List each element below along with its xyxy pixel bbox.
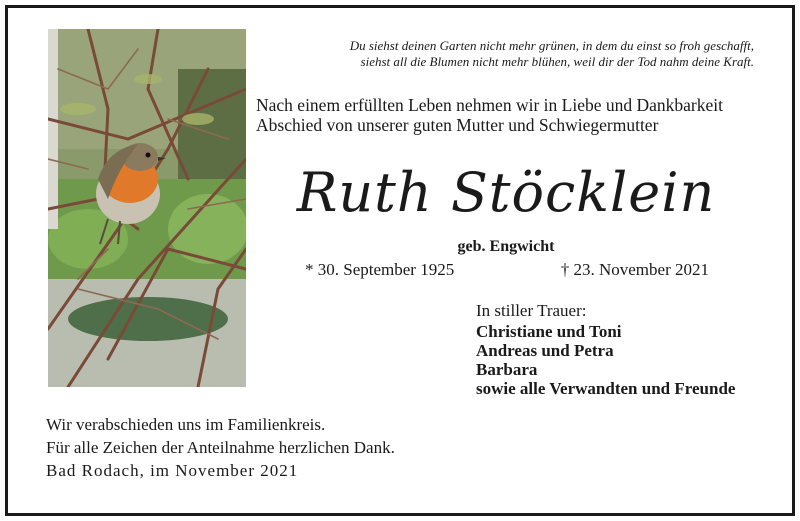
death-date: † 23. November 2021 [560, 260, 709, 279]
birth-name: geb. Engwicht [457, 238, 555, 255]
deceased-name: Ruth Stöcklein [296, 161, 716, 224]
mourner-1: Christiane und Toni [476, 322, 622, 341]
place-date: Bad Rodach, im November 2021 [46, 461, 299, 480]
poem-line-1: Du siehst deinen Garten nicht mehr grünen, in dem du einst so froh geschafft, [349, 38, 754, 53]
mourners-label: In stiller Trauer: [476, 301, 587, 320]
mourner-2: Andreas und Petra [476, 341, 614, 360]
mourner-3: Barbara [476, 360, 538, 379]
poem-line-2: siehst all die Blumen nicht mehr blühen, weil dir der Tod nahm deine Kraft. [360, 54, 754, 69]
mourner-4: sowie alle Verwandten und Freunde [476, 379, 736, 398]
robin-photo [48, 29, 246, 387]
intro-text [256, 95, 723, 135]
closing-line-1: Wir verabschieden uns im Familienkreis. [46, 415, 326, 434]
poem [258, 38, 754, 70]
mourners-block [476, 301, 735, 398]
intro-line-1: Nach einem erfüllten Leben nehmen wir in Liebe und Dankbarkeit [256, 95, 723, 115]
closing-text [46, 413, 395, 482]
closing-line-2: Für alle Zeichen der Anteilnahme herzlichen Dank. [46, 438, 395, 457]
birth-date: * 30. September 1925 [305, 260, 455, 279]
intro-line-2: Abschied von unserer guten Mutter und Schwiegermutter [256, 115, 659, 135]
